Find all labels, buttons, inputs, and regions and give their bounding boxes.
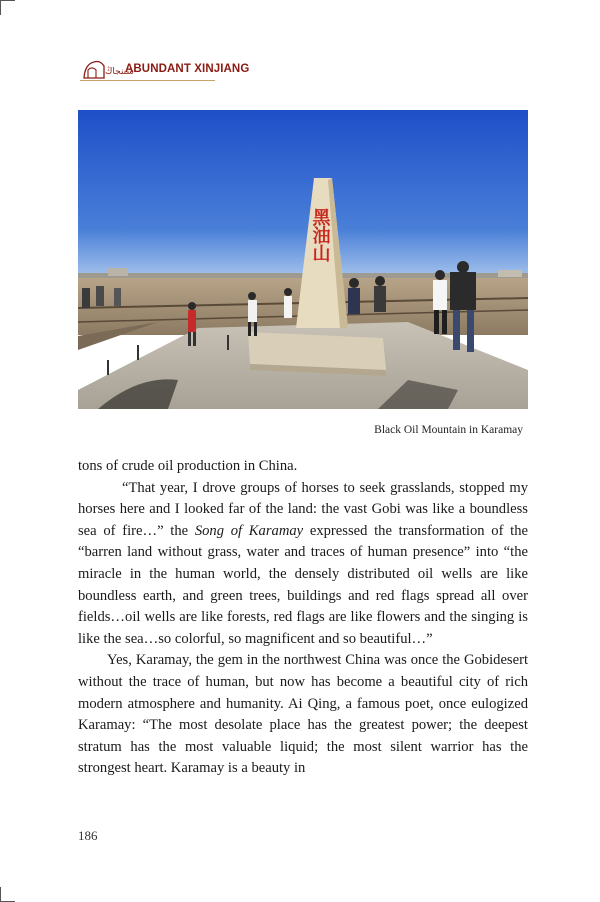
- logo-script: شىنجاڭ: [105, 67, 134, 77]
- figure-caption: Black Oil Mountain in Karamay: [374, 424, 523, 436]
- running-header: [82, 58, 249, 80]
- paragraph-2-before: “That year, I drove groups of horses to seek grasslands, stopped my horses here and I looked far of the land: the vast Gobi was like a boundless sea of fire…” the: [78, 479, 528, 539]
- paragraph-2-after: expressed the transformation of the “barren land without grass, water and traces of human presence” into “the miracle in the human world, the densely distributed oil wells are like boundless earth, and green trees, buildings and red flags spread all over fields…oil wells are like forests, red flags are like flowers and the singing is like the sea…so colorful, so magnificent and so beautiful…”: [78, 522, 529, 647]
- brand-title: ABUNDANT XINJIANG: [125, 63, 250, 75]
- crop-mark-top-left: [0, 0, 15, 15]
- song-title: Song of Karamay: [194, 522, 304, 539]
- crop-mark-bottom-left: [0, 887, 15, 902]
- monument-photo: [78, 110, 528, 409]
- brand-logo-icon: [82, 58, 134, 80]
- page-number: 186: [78, 828, 98, 843]
- header-rule: [80, 80, 215, 81]
- sky: [78, 110, 528, 280]
- paragraph-2: [78, 478, 528, 651]
- body-text: [78, 456, 528, 780]
- monument-inscription: 黑油山: [309, 208, 331, 262]
- monument-base: [248, 332, 386, 370]
- paragraph-1: tons of crude oil production in China.: [78, 458, 298, 474]
- paragraph-3: Yes, Karamay, the gem in the northwest China was once the Gobidesert without the trace of human, but now has become a beautiful city of rich modern atmosphere and humanity. Ai Qing, a famous poet, once eulogized Karamay: “The most desolate place has the greatest power; the deepest stratum has the most valuable liquid; the most silent warrior has the strongest heart. Karamay is a beauty in: [78, 652, 528, 777]
